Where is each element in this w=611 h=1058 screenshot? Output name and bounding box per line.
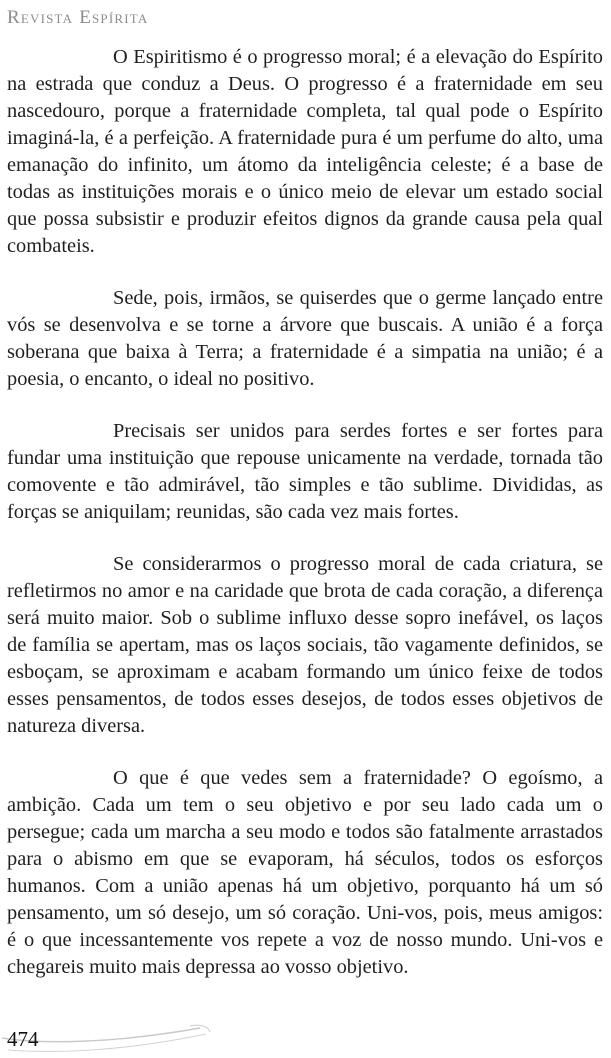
running-header: Revista Espírita — [7, 7, 149, 28]
paragraph: O Espiritismo é o progresso moral; é a elevação do Espírito na estrada que conduz a Deus. O progresso é a fraternidade em seu nascedouro, porque a fraternidade completa, tal qual pode o Espírito imaginá-la, é a perfeição. A fraternidade pura é um perfume do alto, uma emanação do infinito, um átomo da inteligência celeste; é a base de todas as instituições morais e o único meio de elevar um estado social que possa subsistir e produzir efeitos dignos da grande causa pela qual combateis. — [7, 46, 603, 257]
paragraph: O que é que vedes sem a fraternidade? O egoísmo, a ambição. Cada um tem o seu objetivo e por seu lado cada um o persegue; cada um marcha a seu modo e todos são fatalmente arrastados para o abismo em que se evaporam, há séculos, todos os esforços humanos. Com a união apenas há um objetivo, porquanto há um só pensamento, um só desejo, um só coração. Uni-vos, pois, meus amigos: é o que incessantemente vos repete a voz de nosso mundo. Uni-vos e chegareis muito mais depressa ao vosso objetivo. — [7, 767, 603, 978]
paragraph: Sede, pois, irmãos, se quiserdes que o germe lançado entre vós se desenvolva e se torne a árvore que buscais. A união é a força soberana que baixa à Terra; a fraternidade é a simpatia na união; é a poesia, o encanto, o ideal no positivo. — [7, 287, 603, 390]
paragraph: Se considerarmos o progresso moral de cada criatura, se refletirmos no amor e na caridade que brota de cada coração, a diferença será muito maior. Sob o sublime influxo desse sopro inefável, os laços de família se apertam, mas os laços sociais, tão vagamente definidos, se esboçam, se aproximam e acabam formando um único feixe de todos esses pensamentos, de todos esses desejos, de todos esses objetivos de natureza diversa. — [7, 553, 603, 737]
paragraph: Precisais ser unidos para serdes fortes e ser fortes para fundar uma instituição que repouse unicamente na verdade, tornada tão comovente e tão admirável, tão simples e tão sublime. Divididas, as forças se aniquilam; reunidas, são cada vez mais fortes. — [7, 420, 603, 523]
body-text — [7, 44, 603, 1006]
page-footer — [0, 1014, 611, 1058]
page-number: 474 — [7, 1027, 39, 1051]
